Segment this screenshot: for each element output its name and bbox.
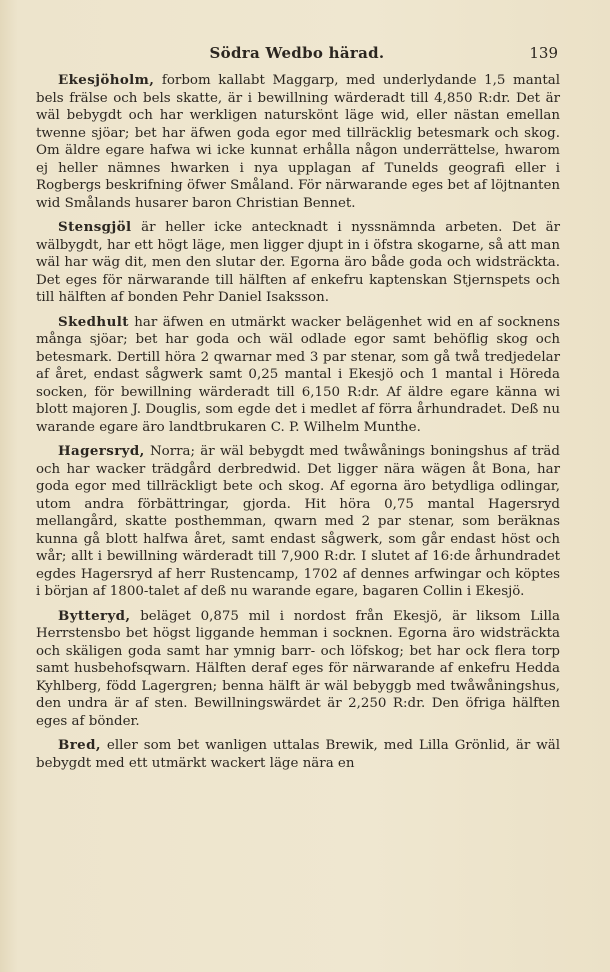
body-text [36,72,560,779]
running-title: Södra Wedbo härad. [209,44,385,62]
paragraph-text: eller som bet wanligen uttalas Brewik, med Lilla Grönlid, är wäl bebygdt med ett utmärkt wackert läge nära en [36,738,560,771]
paragraph-heading: Ekesjöholm, [58,72,155,88]
paragraph-heading: Skedhult [58,313,129,330]
paragraph-hagersryd [36,443,560,601]
paragraph-heading: Bytteryd, [58,607,131,624]
paragraph-heading: Bred, [58,737,101,753]
page-header [36,44,558,66]
paragraph-stensgjol [36,219,560,307]
paragraph-text: är heller icke antecknadt i nyssnämnda arbeten. Det är wälbygdt, har ett högt läge, men ligger djupt in i öfstra skogarne, så att man wäl har wäg dit, men den slutar der. Egorna äro både goda och widsträckta. Det eges för närwarande till hälften af enkefru kaptenskan Stjernspets och till hälften af bonden Pehr Daniel Isaksson. [36,220,560,305]
paragraph-bytteryd [36,608,560,731]
paragraph-text: forbom kallabt Maggarp, med underlydande 1,5 mantal bels frälse och bels skatte, är i bewillning wärderadt till 4,850 R:dr. Det är wäl bebygdt och har werkligen naturskönt läge wid, eller nästan emellan twenne sjöar; bet har äfwen goda egor med tillräcklig betesmark och skog. Om äldre egare hafwa wi icke kunnat erhålla någon underrättelse, hwarom ej heller nämnes hwarken i nya upplagan af Tunelds geografi eller i Rogbergs beskrifning öfwer Småland. För närwarande eges bet af löjtnanten wid Smålands husarer baron Christian Bennet. [36,73,560,211]
paragraph-text: Norra; är wäl bebygdt med twåwånings boningshus af träd och har wacker trädgård derbredwid. Det ligger nära wägen åt Bona, har goda egor med tillräckligt bete och skog. Af egorna äro betydliga odlingar, utom andra förbättringar, gjorda. Hit höra 0,75 mantal Hagersryd mellangård, skatte posthemman, qwarn med 2 par stenar, som beräknas kunna gå blott halfwa året, samt endast sågwerk, som går endast höst och wår; allt i bewillning wärderadt till 7,900 R:dr. I slutet af 16:de århundradet egdes Hagersryd af herr Rustencamp, 1702 af dennes arfwingar och köptes i början af 1800-talet af deß nu warande egare, bagaren Collin i Ekesjö. [36,444,560,599]
paragraph-bred [36,737,560,772]
paragraph-skedhult [36,314,560,437]
paragraph-heading: Hagersryd, [58,443,145,459]
paragraph-heading: Stensgjöl [58,219,132,235]
paragraph-text: har äfwen en utmärkt wacker belägenhet wid en af socknens många sjöar; bet har goda och wäl odlade egor samt behöflig skog och betesmark. Dertill höra 2 qwarnar med 3 par stenar, som gå twå tredjedelar af året, endast sågwerk samt 0,25 mantal i Ekesjö och 1 mantal i Höreda socken, för bewillning wärderadt till 6,150 R:dr. Af äldre egare känna wi blott majoren J. Douglis, som egde det i medlet af förra århundradet. Deß nu warande egare äro landtbrukaren C. P. Wilhelm Munthe. [36,314,560,435]
page-number: 139 [529,44,558,62]
paragraph-ekesjoholm [36,72,560,212]
paragraph-text: beläget 0,875 mil i nordost från Ekesjö, är liksom Lilla Herrstensbo bet högst liggande hemman i socknen. Egorna äro widsträckta och skäligen goda samt har ymnig barr- och löfskog; bet har ock flera torp samt husbehofsqwarn. Hälften deraf eges för närwarande af enkefru Hedda Kyhlberg, född Lagergren; benna hälft är wäl bebyggb med twåwåningshus, den undra är af sten. Bewillningswärdet är 2,250 R:dr. Den öfriga hälften eges af bönder. [36,608,560,729]
